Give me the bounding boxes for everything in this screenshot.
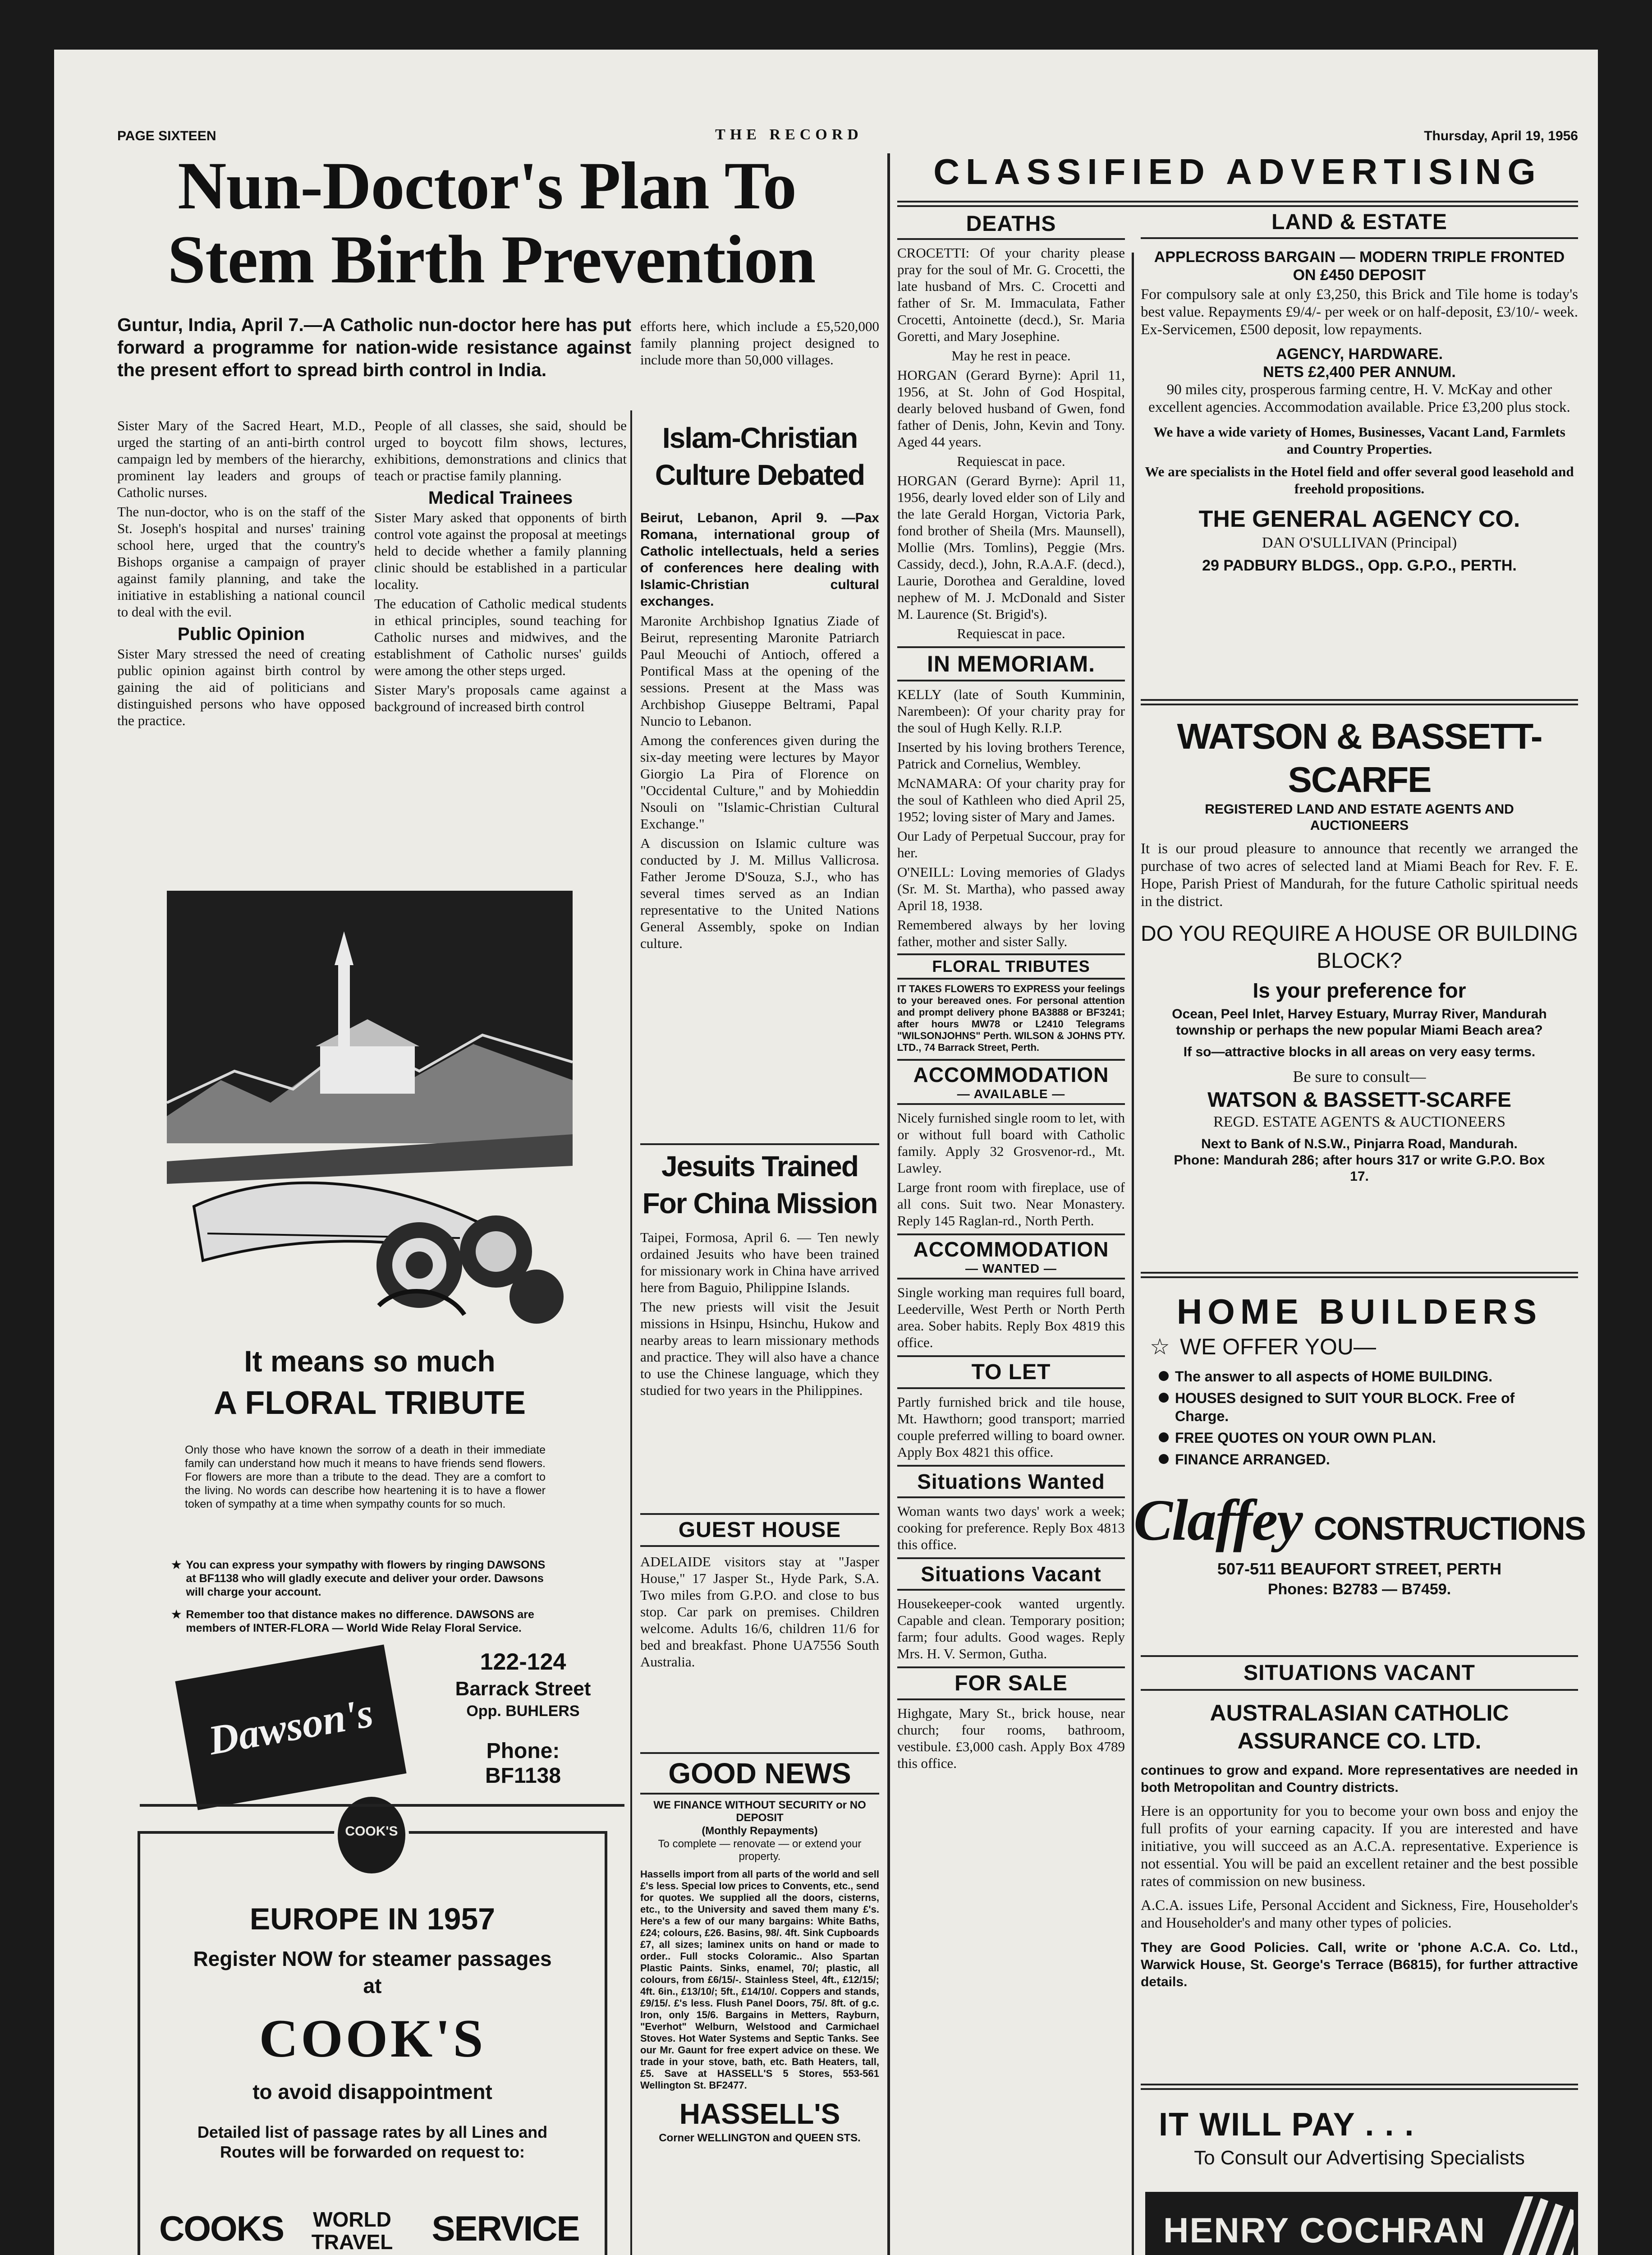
accommodation-list (897, 1109, 1125, 1229)
divider (897, 238, 1125, 240)
to-let-text: Partly furnished brick and tile house, Mt. Hawthorn; good transport; married couple preferred willing to board owner. Apply Box 4821 this office. (897, 1394, 1125, 1460)
cooks-line-3: to avoid disappointment (252, 2080, 492, 2103)
for-sale-heading: FOR SALE (897, 1666, 1125, 1700)
islam-paragraph: A discussion on Islamic culture was conducted by J. M. Millus Vallicrosa. Father Jerome D'Souza, S.J., who has several times served as an Indian representative to the United Nations General Assembly, spoke on Indian culture. (640, 835, 879, 951)
list-item: FREE QUOTES ON YOUR OWN PLAN. (1159, 1429, 1565, 1447)
page-number: PAGE SIXTEEN (117, 129, 216, 143)
situations-vacant-ad (1141, 1655, 1578, 1991)
cooks-heading: EUROPE IN 1957 (249, 1902, 496, 1936)
lead-paragraph: Sister Mary stressed the need of creating public opinion against birth control by gaining the aid of politicians and distinguished persons who have opposed the practice. (117, 646, 365, 728)
islam-paragraph: Maronite Archbishop Ignatius Ziade of Beirut, representing Maronite Patriarch Paul Meouchi of Antioch, offered a Pontifical Mass at the opening of the sessions. Present at the Mass was Archbishop Giuseppe Beltrami, Papal Nuncio to Lebanon. (640, 613, 879, 729)
star-icon: ★ (171, 1559, 182, 1571)
cooks-footer-left: COOKS (159, 2209, 284, 2248)
aca-paragraph-2: Here is an opportunity for you to become your own boss and enjoy the full profits of your earning capacity. If you are interested and have initiative, you will succeed as an A.C.A. representative. Experience is not essential. You will be paid an excellent retainer and the best possible rates of commission on new business. (1141, 1803, 1578, 1890)
islam-intro: Beirut, Lebanon, April 9. —Pax Romana, international group of Catholic intellectuals, held a series of conferences here dealing with Islamic-Christian cultural exchanges. (640, 511, 879, 609)
classified-banner: CLASSIFIED ADVERTISING (933, 152, 1542, 192)
death-notice: Requiescat in pace. (957, 453, 1065, 469)
good-news-body: Hassells import from all parts of the world and sell £'s less. Special low prices to Convents, etc., send for quotes. We supplied all the doors, cisterns, etc., to the University and saved them many £'s. Here's a few of our many bargains: White Baths, £24; colours, £26. Basins, 98/. 4ft. Sink Cupboards £7, all sizes; laminex units on hand or made to order.. Full stocks Coloramic.. Also Spartan Plastic Paints. Sinks, enamel, 70/; plastic, all colours, from £6/15/-. Stainless Steel, 4ft., £12/15/; 4ft. 6in., £13/10/; 5ft., £14/10/. Coppers and stands, £9/15/. £'s less. Flush Panel Doors, 75/. 8ft. of g.c. Iron, only 15/6. Bargains in Metters, Rayburn, "Everhot" Welburn, Welstood and Carmichael Stoves. Hot Water Systems and Septic Tanks. See our Mr. Gaunt for free expert advice on these. We trade in your stove, bath, etc. Bath Heaters, tall, £5. Save at HASSELL'S 5 Stores, 553-561 Wellington St. BF2477. (640, 1868, 879, 2091)
henry-cochran-ad (1145, 2192, 1578, 2255)
lead-column-1 (117, 417, 365, 732)
good-news-sub: WE FINANCE WITHOUT SECURITY or NO DEPOSIT (653, 1799, 866, 1824)
memoriam-notice: McNAMARA: Of your charity pray for the soul of Kathleen who died April 25, 1952; loving sister of Mary and James. (897, 775, 1125, 824)
watson-next-to: Next to Bank of N.S.W., Pinjarra Road, Mandurah. (1201, 1137, 1518, 1151)
situations-vacant-banner: SITUATIONS VACANT (1141, 1655, 1578, 1691)
list-item: HOUSES designed to SUIT YOUR BLOCK. Free of Charge. (1159, 1389, 1565, 1425)
agency-subheading: NETS £2,400 PER ANNUM. (1263, 364, 1456, 381)
floral-tagline-1: It means so much (244, 1344, 496, 1378)
memoriam-notice: KELLY (late of South Kumminin, Narembeen): Of your charity pray for the soul of Hugh Kelly. R.I.P. (897, 686, 1125, 736)
divider (1141, 1272, 1578, 1278)
watson-text: It is our proud pleasure to announce that recently we arranged the purchase of two acres of selected land at Miami Beach for Rev. F. E. Hope, Parish Priest of Mandurah, for the future Catholic spiritual needs in the district. (1141, 841, 1578, 910)
classifieds-column (897, 210, 1125, 1772)
death-notice: Requiescat in pace. (957, 626, 1065, 641)
accommodation-wanted-title: ACCOMMODATION (913, 1238, 1109, 1261)
lead-paragraph: People of all classes, she said, should be urged to boycott film shows, lectures, exhibitions, demonstrations and clinics that teach or practise family planning. (374, 418, 627, 483)
cooks-brand: COOK'S (259, 2008, 486, 2068)
general-agency-name: THE GENERAL AGENCY CO. (1198, 506, 1520, 532)
lead-intro: Guntur, India, April 7.—A Catholic nun-doctor here has put forward a programme for nation-wide resistance against the present effort to spread birth control in India. (117, 314, 631, 380)
piano-keys-icon (1474, 2196, 1574, 2255)
subhead-medical-trainees: Medical Trainees (428, 488, 573, 508)
watson-subheading: REGISTERED LAND AND ESTATE AGENTS AND AUCTIONEERS (1205, 802, 1514, 833)
death-notice: HORGAN (Gerard Byrne): April 11, 1956, dearly loved elder son of Lily and the late Gerald Horgan, Victoria Park, fond brother of Sheila (Mrs. Maunsell), Mollie (Mrs. Tomlins), Peggie (Mrs. Cassidy, decd.), John, R.A.A.F. (decd.), Laurie, Dorothea and Geraldine, loved nephew of M. J. McDonald and Sister M. Laurence (St. Brigid's). (897, 473, 1125, 622)
watson-places: Ocean, Peel Inlet, Harvey Estuary, Murray River, Mandurah township or perhaps the new popular Miami Beach area? (1172, 1007, 1547, 1038)
guest-house-section (640, 1513, 879, 1670)
headline-line-1: Nun-Doctor's Plan To (178, 148, 796, 223)
star-icon: ☆ (1150, 1334, 1170, 1359)
claffey-logo (1133, 1486, 1585, 1554)
cooks-line-4: Detailed list of passage rates by all Lines and Routes will be forwarded on request to: (197, 2123, 548, 2161)
memoriam-notice: Our Lady of Perpetual Succour, pray for her. (897, 828, 1125, 861)
claffey-brand-2: CONSTRUCTIONS (1313, 1511, 1585, 1547)
aca-paragraph-3: A.C.A. issues Life, Personal Accident and Sickness, Fire, Householder's and Householder's and many other types of policies. (1141, 1897, 1578, 1931)
aca-company: AUSTRALASIAN CATHOLIC ASSURANCE CO. LTD. (1210, 1700, 1509, 1753)
newspaper-page (54, 50, 1598, 2255)
cooks-badge-text: COOK'S (345, 1824, 398, 1839)
claffey-brand: Claffey (1133, 1488, 1302, 1553)
divider (1141, 2084, 1578, 2090)
it-will-pay-sub: To Consult our Advertising Specialists (1194, 2147, 1525, 2169)
situations-wanted-text: Woman wants two days' work a week; cooking for preference. Reply Box 4813 this office. (897, 1503, 1125, 1552)
cooks-line-2: at (363, 1974, 382, 1997)
situations-wanted-heading: Situations Wanted (897, 1465, 1125, 1498)
column-rule (887, 153, 890, 2255)
situations-vacant-text: Housekeeper-cook wanted urgently. Capable and clean. Temporary position; farm; four adults. Good wages. Reply Mrs. H. V. Sermon, Gutha. (897, 1596, 1125, 1661)
aca-paragraph-1: continues to grow and expand. More representatives are needed in both Metropolitan and Country districts. (1141, 1763, 1578, 1795)
column-rule (630, 410, 632, 2255)
floral-bullet-2: ★ Remember too that distance makes no difference. DAWSONS are members of INTER-FLORA — World Wide Relay Floral Service. (171, 1608, 534, 1634)
divider (1141, 237, 1578, 239)
watson-name-2: WATSON & BASSETT-SCARFE (1207, 1088, 1511, 1111)
claffey-phones: Phones: B2783 — B7459. (1267, 1581, 1451, 1598)
floral-ad-text: Only those who have known the sorrow of a death in their immediate family can understand how much it means to have friends send flowers. For flowers are more than a tribute to the dead. They are a comfort to the living. No words can describe how heartening it is to have a flower token of sympathy at a time when sympathy counts for so much. (185, 1444, 546, 1510)
memoriam-notice: O'NEILL: Loving memories of Gladys (Sr. M. St. Martha), who passed away April 18, 1938. (897, 864, 1125, 913)
hassells-brand: HASSELL'S (679, 2098, 840, 2130)
watson-regd: REGD. ESTATE AGENTS & AUCTIONEERS (1213, 1114, 1505, 1130)
watson-consult: Be sure to consult— (1293, 1068, 1426, 1086)
land-note-2: We are specialists in the Hotel field and offer several good leasehold and freehold propositions. (1145, 464, 1574, 497)
lead-column-3: efforts here, which include a £5,520,000 family planning project designed to include more than 50,000 villages. (640, 318, 879, 368)
dawsons-address-1: 122-124 (480, 1649, 566, 1675)
column-rule (1132, 253, 1134, 2255)
dawsons-ad (117, 886, 622, 1806)
accommodation-wanted-text: Single working man requires full board, Leederville, West Perth or North Perth area. Sober habits. Reply Box 4819 this office. (897, 1284, 1125, 1350)
good-news-sub3: To complete — renovate — or extend your property. (658, 1838, 862, 1863)
lead-paragraph: Sister Mary's proposals came against a background of increased birth control (374, 682, 627, 714)
star-icon: ★ (171, 1608, 182, 1621)
good-news-ad (640, 1752, 879, 2145)
hassells-address: Corner WELLINGTON and QUEEN STS. (659, 2132, 861, 2144)
watson-question-1: DO YOU REQUIRE A HOUSE OR BUILDING BLOCK? (1141, 922, 1578, 973)
applecross-heading: APPLECROSS BARGAIN — MODERN TRIPLE FRONTED ON £450 DEPOSIT (1154, 249, 1565, 284)
divider (140, 1804, 624, 1807)
islam-paragraph: Among the conferences given during the six-day meeting were lectures by Mayor Giorgio La Pira of Florence on "Occidental Culture," and by Mohieddin Nsouli on "Islamic-Christian Cultural Exchange." (640, 732, 879, 832)
islam-article (640, 510, 879, 954)
accommodation-wanted-heading (897, 1233, 1125, 1279)
guest-house-heading: GUEST HOUSE (640, 1513, 879, 1547)
memoriam-notice: Inserted by his loving brothers Terence, Patrick and Cornelius, Wembley. (897, 739, 1125, 772)
for-sale-text: Highgate, Mary St., brick house, near church; four rooms, bathroom, vestibule. £3,000 cash. Apply Box 4789 this office. (897, 1705, 1125, 1771)
agency-heading: AGENCY, HARDWARE. (1276, 345, 1443, 363)
floral-tributes-text: IT TAKES FLOWERS TO EXPRESS your feelings to your bereaved ones. For personal attention and prompt delivery phone BA3888 or BF3241; after hours MW78 or L2410 Telegrams "WILSONJOHNS" Perth. WILSON & JOHNS PTY. LTD., 74 Barrack Street, Perth. (897, 983, 1125, 1053)
accommodation-sub: — AVAILABLE — (957, 1087, 1065, 1101)
accommodation-notice: Large front room with fireplace, use of all cons. Suit two. Near Monastery. Reply 145 Raglan-rd., North Perth. (897, 1179, 1125, 1229)
it-will-pay-heading: IT WILL PAY . . . (1159, 2107, 1415, 2143)
lead-paragraph: Sister Mary of the Sacred Heart, M.D., urged the starting of an anti-birth control campaign led by members of the hierarchy, prominent lay leaders and groups of Catholic nurses. (117, 418, 365, 500)
dawsons-logo-box (175, 1644, 406, 1810)
guest-house-text: ADELAIDE visitors stay at "Jasper House," 17 Jasper St., Hyde Park, S.A. Two miles from G.P.O. and close to bus stop. Car park on premises. Children welcome. Adults 16/6, children 11/6 for bed and breakfast. Phone UA7556 South Australia. (640, 1554, 879, 1670)
watson-question-2: Is your preference for (1253, 979, 1466, 1002)
lead-paragraph: The education of Catholic medical students in ethical principles, sound teaching for Catholic nurses and midwives, and the establishment of Catholic nurses' guilds were among the other steps urged. (374, 596, 627, 678)
watson-phone: Phone: Mandurah 286; after hours 317 or write G.P.O. Box 17. (1174, 1153, 1545, 1184)
issue-date: Thursday, April 19, 1956 (1424, 129, 1578, 143)
lead-paragraph: Sister Mary asked that opponents of birth control vote against the proposal at meetings held to decide whether a family planning clinic should be established in a particular locality. (374, 510, 627, 592)
home-builders-offer: ☆ WE OFFER YOU— (1150, 1334, 1377, 1359)
home-builders-list (1159, 1367, 1565, 1468)
dawsons-logo: Dawson's (205, 1689, 376, 1764)
floral-bullet-1: ★ You can express your sympathy with flowers by ringing DAWSONS at BF1138 who will gladly execute and deliver your order. Dawsons will charge your account. (171, 1559, 546, 1598)
jesuits-headline: Jesuits Trained For China Mission (642, 1150, 877, 1220)
watson-attractive: If so—attractive blocks in all areas on very easy terms. (1183, 1045, 1536, 1059)
bullet-icon (1159, 1371, 1169, 1381)
general-agency-principal: DAN O'SULLIVAN (Principal) (1262, 534, 1457, 551)
land-estate-heading: LAND & ESTATE (1271, 210, 1447, 234)
lead-column-2 (374, 417, 627, 718)
bullet-icon (1159, 1432, 1169, 1442)
home-builders-heading: HOME BUILDERS (1176, 1292, 1542, 1331)
floral-tagline-2: A FLORAL TRIBUTE (214, 1385, 526, 1421)
watson-heading: WATSON & BASSETT-SCARFE (1177, 716, 1542, 800)
lead-paragraph: The nun-doctor, who is on the staff of the St. Joseph's hospital and nurses' training school here, urged that the country's Bishops organise a campaign of prayer against family planning, and take the initiative in establishing a national council to deal with the evil. (117, 504, 365, 620)
watson-bassett-ad (1141, 715, 1578, 1185)
dawsons-address-2: Barrack Street (455, 1678, 591, 1700)
agency-text: 90 miles city, prosperous farming centre, H. V. McKay and other excellent agencies. Accommodation available. Price £3,200 plus stock. (1148, 382, 1570, 415)
list-item: FINANCE ARRANGED. (1159, 1450, 1565, 1468)
floral-tributes-heading: FLORAL TRIBUTES (897, 953, 1125, 980)
headline-line-2: Stem Birth Prevention (167, 221, 816, 297)
to-let-heading: TO LET (897, 1355, 1125, 1389)
land-note-1: We have a wide variety of Homes, Businesses, Vacant Land, Farmlets and Country Properties. (1153, 424, 1565, 457)
accommodation-wanted-sub: — WANTED — (965, 1261, 1057, 1275)
aca-paragraph-4: They are Good Policies. Call, write or 'phone A.C.A. Co. Ltd., Warwick House, St. George's Terrace (B6815), for further attractive details. (1141, 1940, 1578, 1989)
deaths-heading: DEATHS (966, 212, 1056, 236)
floral-illustration (167, 891, 573, 1328)
memoriam-notice: Remembered always by her loving father, mother and sister Sally. (897, 917, 1125, 949)
paper-name: THE RECORD (715, 126, 863, 143)
deaths-list (897, 244, 1125, 642)
dawsons-address-3: Opp. BUHLERS (466, 1703, 580, 1720)
death-notice: HORGAN (Gerard Byrne): April 11, 1956, at St. John of God Hospital, dearly beloved husband of Gwen, fond father of Denis, John, Kevin and Tony. Aged 44 years. (897, 367, 1125, 450)
bullet-icon (1159, 1393, 1169, 1403)
claffey-address: 507-511 BEAUFORT STREET, PERTH (1217, 1560, 1502, 1578)
accommodation-notice: Nicely furnished single room to let, with or without full board with Catholic family. Apply 32 Grosvenor-rd., Mt. Lawley. (897, 1110, 1125, 1176)
good-news-heading: GOOD NEWS (640, 1752, 879, 1795)
divider (640, 1143, 879, 1145)
accommodation-heading: ACCOMMODATION (913, 1063, 1109, 1086)
list-item: The answer to all aspects of HOME BUILDING. (1159, 1367, 1565, 1385)
cooks-footer-mid: WORLD TRAVEL (311, 2208, 393, 2254)
jesuits-paragraph: Taipei, Formosa, April 6. — Ten newly ordained Jesuits who have been trained for missionary work in China have arrived here from Baguio, Philippine Islands. (640, 1229, 879, 1295)
accommodation-available-heading (897, 1059, 1125, 1105)
jesuits-paragraph: The new priests will visit the Jesuit missions in Hsinpu, Hsinchu, Hukow and nearby areas to learn missionary methods and practice. They will also have a chance to use the Chinese language, which they studied for two years in the Philippines. (640, 1299, 879, 1398)
divider (897, 201, 1578, 207)
applecross-text: For compulsory sale at only £3,250, this Brick and Tile home is today's best value. Repayments £9/4/- per week or on half-deposit, £3/10/- week. Ex-Servicemen, £500 deposit, low repayments. (1141, 286, 1578, 338)
memoriam-list (897, 686, 1125, 950)
situations-vacant-heading: Situations Vacant (897, 1557, 1125, 1591)
divider (1141, 699, 1578, 705)
general-agency-address: 29 PADBURY BLDGS., Opp. G.P.O., PERTH. (1202, 557, 1517, 574)
good-news-sub2: (Monthly Repayments) (702, 1825, 818, 1837)
bullet-icon (1159, 1454, 1169, 1464)
cooks-footer-right: SERVICE (431, 2209, 579, 2248)
cochran-name: HENRY COCHRAN (1163, 2210, 1486, 2250)
dawsons-phone: Phone: BF1138 (485, 1739, 561, 1788)
death-notice: CROCETTI: Of your charity please pray for the soul of Mr. G. Crocetti, the late husband of Mrs. C. Crocetti and father of Sr. M. Immaculata, Father Crocetti, Antoinette (decd.), Sr. Maria Goretti, and Mary Josephine. (897, 245, 1125, 344)
islam-headline: Islam-Christian Culture Debated (655, 422, 865, 491)
subhead-public-opinion: Public Opinion (177, 624, 305, 644)
home-builders-ad (1133, 1290, 1585, 1599)
cooks-line-1: Register NOW for steamer passages (193, 1947, 552, 1970)
land-estate-section (1141, 210, 1578, 575)
memoriam-heading: IN MEMORIAM. (897, 646, 1125, 681)
jesuits-article (640, 1229, 879, 1401)
cooks-ad (138, 1824, 607, 2255)
death-notice: May he rest in peace. (951, 348, 1071, 364)
